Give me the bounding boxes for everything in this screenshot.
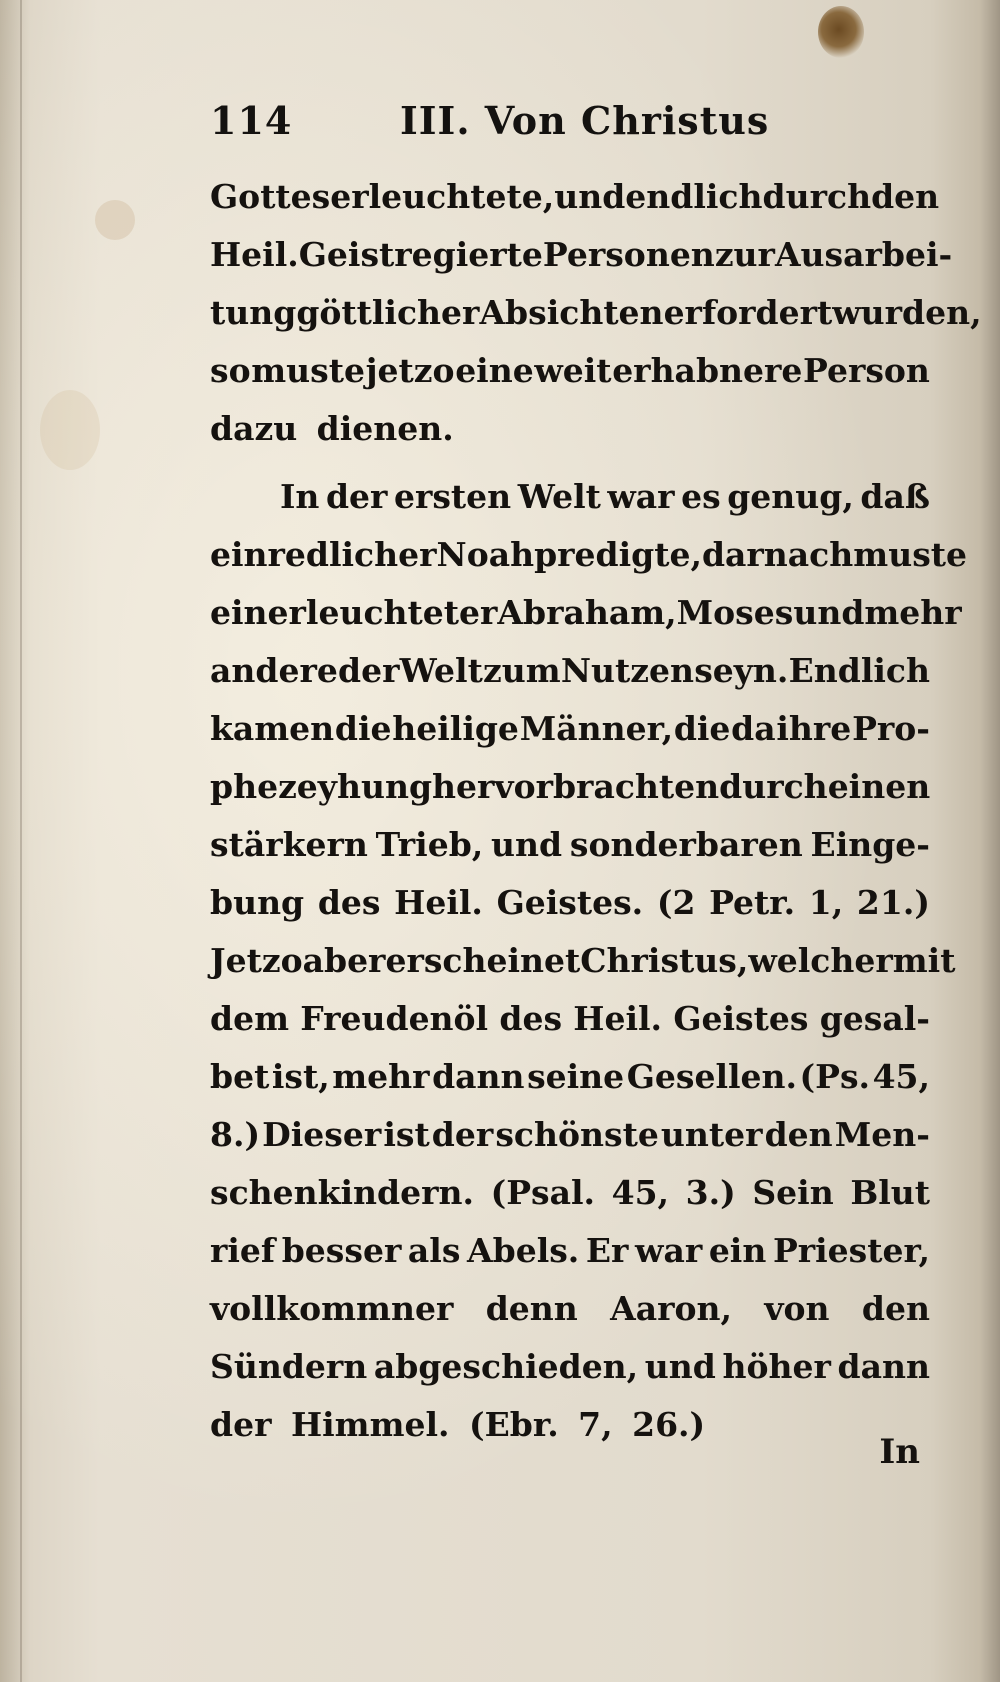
word: Nutzen — [560, 651, 694, 690]
word: endlich — [625, 177, 763, 216]
word: kamen — [210, 709, 335, 748]
word: genug, — [727, 477, 854, 516]
word: Blut — [850, 1173, 930, 1212]
word: Welt — [517, 477, 601, 516]
word: Noah — [436, 535, 535, 574]
text-line — [210, 168, 940, 226]
text-line — [210, 990, 930, 1048]
body-text — [210, 168, 982, 1454]
word: erscheinet — [385, 941, 581, 980]
word: (Ps. — [799, 1057, 871, 1096]
word: schönste — [495, 1115, 659, 1154]
text-line: der Himmel. (Ebr. 7, 26.) — [210, 1405, 706, 1444]
word: der — [431, 1115, 494, 1154]
word: redlicher — [267, 535, 437, 574]
word: Pro- — [852, 709, 930, 748]
word: welcher — [748, 941, 893, 980]
word: Men- — [834, 1115, 930, 1154]
word: heilige — [392, 709, 519, 748]
text-line — [210, 584, 962, 642]
text-line — [210, 816, 930, 874]
text-line — [210, 1048, 930, 1106]
word: vollkommner — [210, 1289, 454, 1328]
word: (Psal. — [490, 1173, 596, 1212]
word: Sündern — [210, 1347, 368, 1386]
word: gesal- — [819, 999, 930, 1038]
word: Geistes. — [496, 883, 644, 922]
text-line — [210, 1106, 930, 1164]
word: schenkindern. — [210, 1173, 474, 1212]
word: der — [325, 477, 388, 516]
word: so — [210, 351, 251, 390]
ink-stain — [818, 6, 864, 58]
word: aber — [302, 941, 386, 980]
word: durch — [762, 177, 872, 216]
word: stärkern — [210, 825, 368, 864]
word: zur — [714, 235, 775, 274]
foxing-spot — [95, 200, 135, 240]
text-line — [210, 700, 930, 758]
word: und — [644, 1347, 716, 1386]
word: des — [317, 883, 381, 922]
word: den — [871, 177, 940, 216]
running-header — [210, 98, 770, 148]
word: Moses — [676, 593, 794, 632]
word: Einge- — [810, 825, 930, 864]
word: muste — [251, 351, 365, 390]
word: von — [764, 1289, 830, 1328]
word: jetzo — [365, 351, 455, 390]
word: unter — [660, 1115, 763, 1154]
word: Männer, — [519, 709, 674, 748]
word: war — [607, 477, 675, 516]
word: den — [764, 1115, 833, 1154]
word: Ausarbei- — [774, 235, 953, 274]
word: und — [554, 177, 626, 216]
word: Abels. — [467, 1231, 580, 1270]
word: ist, — [271, 1057, 330, 1096]
word: war — [635, 1231, 703, 1270]
word: mehr — [332, 1057, 430, 1096]
word: als — [407, 1231, 461, 1270]
word: Freudenöl — [300, 999, 489, 1038]
word: ein — [708, 1231, 767, 1270]
catchword: In — [879, 1432, 920, 1472]
word: erfordert — [663, 293, 833, 332]
word: Gottes — [210, 177, 331, 216]
word: Priester, — [772, 1231, 930, 1270]
word: andere — [210, 651, 338, 690]
text-line — [210, 284, 982, 342]
word: Er — [585, 1231, 629, 1270]
word: denn — [485, 1289, 578, 1328]
page-number: 114 — [210, 98, 293, 143]
word: 1, — [808, 883, 844, 922]
word: es — [681, 477, 721, 516]
word: wurden, — [832, 293, 982, 332]
text-line — [210, 526, 968, 584]
page-gutter-edge — [20, 0, 22, 1682]
word: hervorbrachten — [432, 767, 720, 806]
word: der — [338, 651, 400, 690]
word: Petr. — [709, 883, 796, 922]
text-line — [210, 642, 930, 700]
word: Abraham, — [497, 593, 677, 632]
word: ein — [210, 593, 268, 632]
word: die — [673, 709, 731, 748]
word: daß — [860, 477, 930, 516]
word: Geistes — [673, 999, 809, 1038]
word: In — [280, 477, 320, 516]
word: 45, — [611, 1173, 670, 1212]
text-line — [210, 226, 953, 284]
word: abgeschieden, — [373, 1347, 639, 1386]
word: zum — [483, 651, 561, 690]
word: rief — [210, 1231, 276, 1270]
text-line: dazu dienen. — [210, 409, 454, 448]
word: seyn. — [694, 651, 789, 690]
word: die — [334, 709, 392, 748]
word: erleuchtete, — [330, 177, 555, 216]
word: Endlich — [788, 651, 930, 690]
word: Heil. — [573, 999, 663, 1038]
word: erleuchteter — [267, 593, 498, 632]
word: 45, — [872, 1057, 930, 1096]
text-line — [210, 1338, 930, 1396]
word: den — [861, 1289, 930, 1328]
word: Christus, — [580, 941, 749, 980]
word: Aaron, — [610, 1289, 732, 1328]
text-line — [210, 468, 930, 526]
word: eine — [455, 351, 534, 390]
word: darnach — [701, 535, 854, 574]
word: Heil. — [210, 235, 299, 274]
word: 3.) — [685, 1173, 736, 1212]
word: dann — [432, 1057, 525, 1096]
word: da — [731, 709, 776, 748]
word: Heil. — [394, 883, 483, 922]
word: besser — [281, 1231, 402, 1270]
word: Person — [803, 351, 930, 390]
word: bet — [210, 1057, 270, 1096]
word: und — [491, 825, 563, 864]
running-title: III. Von Christus — [400, 98, 770, 143]
word: 21.) — [856, 883, 930, 922]
word: sonderbaren — [569, 825, 803, 864]
word: einen — [827, 767, 931, 806]
word: regierte — [394, 235, 543, 274]
word: Sein — [752, 1173, 834, 1212]
paragraph-gap — [210, 458, 930, 468]
word: ersten — [393, 477, 512, 516]
word: Gesellen. — [626, 1057, 798, 1096]
word: phezeyhung — [210, 767, 433, 806]
word: höher — [722, 1347, 831, 1386]
foxing-spot — [40, 390, 100, 470]
word: bung — [210, 883, 305, 922]
word: predigte, — [534, 535, 702, 574]
word: tung — [210, 293, 297, 332]
word: muste — [853, 535, 968, 574]
word: Trieb, — [375, 825, 484, 864]
word: 8.) — [210, 1115, 261, 1154]
word: mehr — [864, 593, 962, 632]
word: weit — [534, 351, 612, 390]
word: mit — [892, 941, 956, 980]
word: Dieser — [262, 1115, 382, 1154]
text-line — [210, 874, 930, 932]
word: seine — [527, 1057, 625, 1096]
text-line — [210, 342, 930, 400]
word: göttlicher — [296, 293, 480, 332]
text-line — [210, 1280, 930, 1338]
word: ein — [210, 535, 268, 574]
text-line — [210, 932, 956, 990]
word: Geist — [298, 235, 395, 274]
text-line — [210, 758, 930, 816]
word: ihre — [776, 709, 852, 748]
word: dann — [837, 1347, 930, 1386]
word: Welt — [399, 651, 483, 690]
word: Jetzo — [210, 941, 303, 980]
word: und — [793, 593, 865, 632]
text-line — [210, 1164, 930, 1222]
word: Absichten — [479, 293, 664, 332]
word: Personen — [542, 235, 715, 274]
text-line — [210, 1222, 930, 1280]
word: dem — [210, 999, 289, 1038]
word: des — [499, 999, 563, 1038]
word: erhabnere — [612, 351, 803, 390]
word: ist — [383, 1115, 430, 1154]
word: (2 — [656, 883, 696, 922]
word: durch — [719, 767, 828, 806]
